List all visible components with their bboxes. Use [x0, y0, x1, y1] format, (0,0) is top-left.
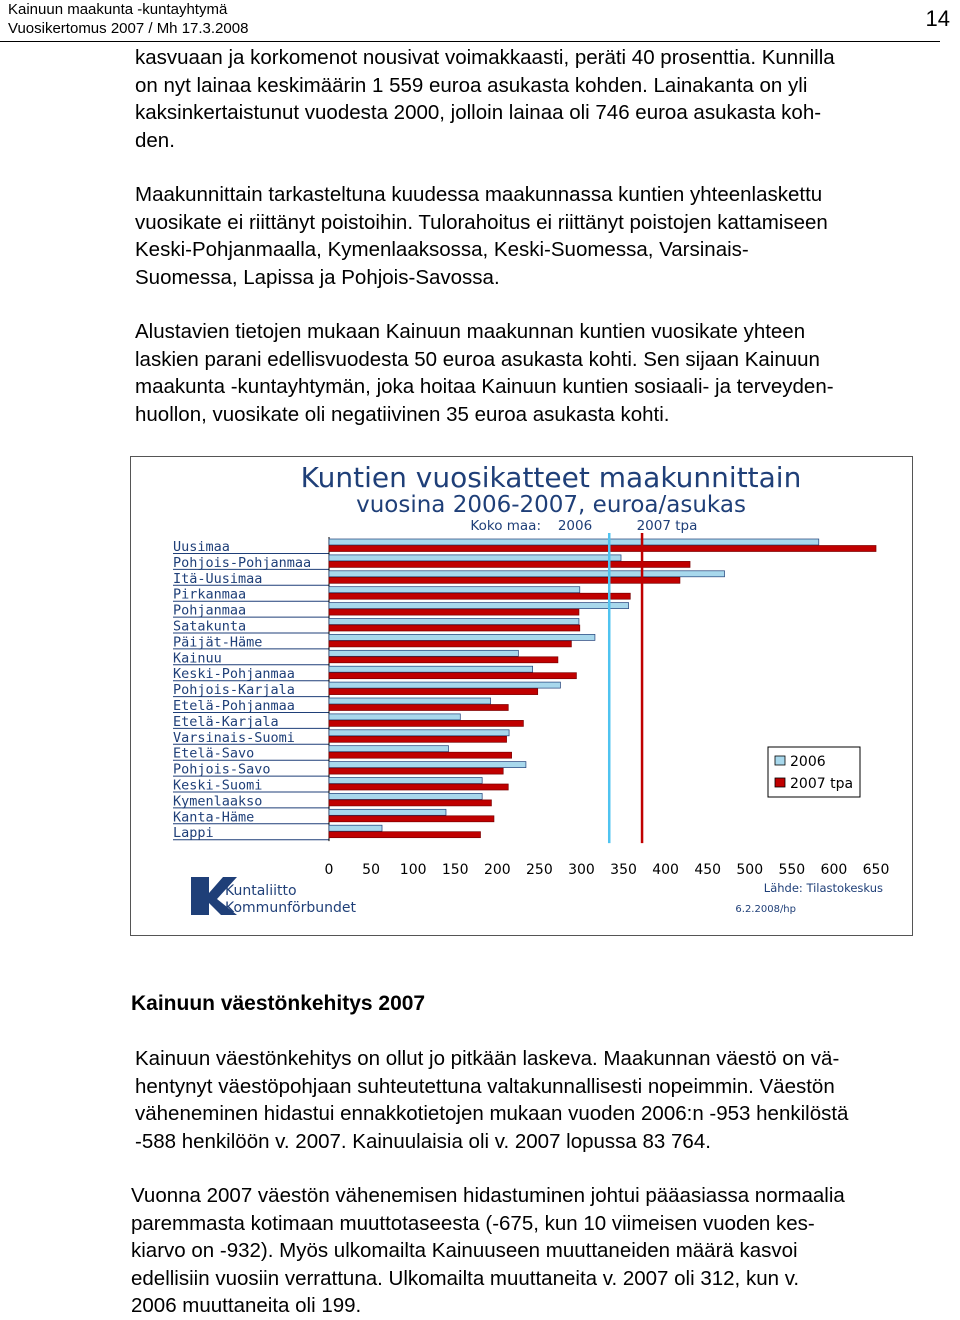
- x-tick-label: 350: [610, 862, 637, 878]
- category-label: Varsinais-Suomi: [173, 729, 295, 746]
- bar-2006: [329, 793, 482, 799]
- paragraph-regions: [135, 181, 925, 291]
- legend-swatch-2006: [775, 756, 785, 765]
- bar-2006: [329, 555, 621, 561]
- bar-2007: [329, 561, 690, 567]
- text-line: laskien parani edellisvuodesta 50 euroa asukasta kohti. Sen sijaan Kainuun: [135, 347, 820, 371]
- category-label: Pohjois-Karjala: [173, 682, 295, 699]
- category-label: Pohjois-Pohjanmaa: [173, 554, 312, 571]
- paragraph-loans: [135, 44, 925, 154]
- text-line: maakunta -kuntayhtymän, joka hoitaa Kainuun kuntien sosiaali- ja terveyden-: [135, 375, 834, 398]
- category-label: Pirkanmaa: [173, 586, 247, 603]
- bar-2006: [329, 666, 533, 672]
- text-line: hentynyt väestöpohjaan suhteutettuna valtakunnallisesti nopeimmin. Väestön: [135, 1074, 835, 1098]
- x-tick-label: 500: [736, 862, 764, 878]
- x-axis-ticks: [325, 862, 890, 878]
- legend-swatch-2007: [775, 778, 785, 787]
- kuntaliitto-logo: [191, 877, 356, 916]
- category-label: Itä-Uusimaa: [173, 570, 263, 587]
- bar-2006: [329, 714, 460, 720]
- x-tick-label: 300: [568, 862, 595, 878]
- bar-2006: [329, 571, 725, 577]
- text-line: -588 henkilöön v. 2007. Kainuulaisia oli v. 2007 lopussa 83 764.: [135, 1129, 711, 1153]
- bar-2007: [329, 816, 494, 822]
- paragraph-population: [135, 1045, 960, 1155]
- bar-2007: [329, 657, 558, 663]
- category-label: Kymenlaakso: [173, 793, 263, 810]
- x-tick-label: 600: [820, 862, 848, 878]
- page-number: 14: [925, 6, 950, 31]
- x-tick-label: 100: [399, 862, 427, 878]
- bar-2006: [329, 746, 448, 752]
- bar-2006: [329, 619, 579, 625]
- chart-subtitle: vuosina 2006-2007, euroa/asukas: [356, 492, 746, 518]
- bar-2006: [329, 698, 491, 704]
- text-line: kasvuaan ja korkomenot nousivat voimakkaasti, peräti 40 prosenttia. Kunnilla: [135, 46, 835, 69]
- x-tick-label: 450: [694, 862, 722, 878]
- bar-2007: [329, 641, 571, 647]
- document-header: [8, 0, 248, 38]
- bar-2007: [329, 784, 508, 790]
- bar-2006: [329, 730, 509, 736]
- category-label: Pohjanmaa: [173, 602, 247, 619]
- category-labels: [173, 539, 329, 841]
- bar-2007: [329, 625, 580, 631]
- paragraph-migration: [131, 1182, 960, 1320]
- category-label: Pohjois-Savo: [173, 761, 271, 778]
- bar-2007: [329, 609, 579, 615]
- bar-2007: [329, 673, 576, 679]
- bar-chart: [131, 457, 912, 935]
- bar-2007: [329, 736, 507, 742]
- reference-header: [470, 518, 697, 534]
- bar-2007: [329, 800, 491, 806]
- bar-2006: [329, 539, 819, 545]
- legend-label-2007: 2007 tpa: [790, 776, 854, 792]
- reference-label: Koko maa:: [470, 518, 541, 534]
- header-organization: Kainuun maakunta -kuntayhtymä: [8, 1, 228, 18]
- bar-2007: [329, 577, 680, 583]
- x-tick-label: 550: [778, 862, 806, 878]
- text-line: kaksinkertaistunut vuodesta 2000, jolloin lainaa oli 746 euroa asukasta koh-: [135, 101, 822, 124]
- x-tick-label: 200: [483, 862, 511, 878]
- bar-2007: [329, 720, 523, 726]
- x-tick-label: 650: [862, 862, 890, 878]
- text-line: väheneminen hidastui ennakkotietojen mukaan vuoden 2006:n -953 henkilöstä: [135, 1102, 849, 1125]
- text-line: kiarvo on -932). Myös ulkomailta Kainuuseen muuttaneiden määrä kasvoi: [131, 1239, 798, 1262]
- category-label: Uusimaa: [173, 539, 230, 555]
- text-line: on nyt lainaa keskimäärin 1 559 euroa asukasta kohden. Lainakanta on yli: [135, 73, 808, 97]
- text-line: den.: [135, 128, 175, 152]
- logo-name-sv: Kommunförbundet: [225, 900, 356, 916]
- legend: [768, 747, 860, 797]
- reference-label-2006: 2006: [557, 518, 593, 534]
- x-tick-label: 250: [526, 862, 553, 878]
- x-tick-label: 150: [441, 862, 469, 878]
- reference-label-2007: 2007 tpa: [636, 518, 698, 534]
- bar-2007: [329, 593, 630, 599]
- text-line: Keski-Pohjanmaalla, Kymenlaaksossa, Keski-Suomessa, Varsinais-: [135, 238, 749, 261]
- legend-label-2006: 2006: [790, 754, 826, 770]
- category-label: Keski-Pohjanmaa: [173, 666, 295, 683]
- category-label: Satakunta: [173, 618, 247, 635]
- text-line: paremmasta kotimaan muuttotaseesta (-675, kun 10 viimeisen vuoden kes-: [131, 1211, 815, 1235]
- category-label: Etelä-Karjala: [173, 713, 279, 730]
- section-heading: Kainuun väestönkehitys 2007: [131, 992, 426, 1015]
- category-label: Päijät-Häme: [173, 634, 263, 651]
- category-label: Kainuu: [173, 650, 222, 667]
- bar-2006: [329, 778, 482, 784]
- chart-title: Kuntien vuosikatteet maakunnittain: [300, 461, 802, 494]
- bar-2006: [329, 825, 382, 831]
- chart-source: Lähde: Tilastokeskus: [763, 881, 883, 895]
- text-line: Alustavien tietojen mukaan Kainuun maakunnan kuntien vuosikate yhteen: [135, 320, 806, 343]
- bar-2007: [329, 768, 503, 774]
- bar-2007: [329, 752, 512, 758]
- paragraph-kainuu: [135, 318, 925, 428]
- logo-name-fi: Kuntaliitto: [225, 883, 297, 899]
- header-report: Vuosikertomus 2007 / Mh 17.3.2008: [8, 20, 249, 37]
- category-label: Etelä-Pohjanmaa: [173, 698, 295, 714]
- x-tick-label: 400: [652, 862, 679, 878]
- text-line: Vuonna 2007 väestön vähenemisen hidastuminen johtui pääasiassa normaalia: [131, 1184, 845, 1207]
- bar-2006: [329, 682, 560, 688]
- text-line: huollon, vuosikate oli negatiivinen 35 euroa asukasta kohti.: [135, 402, 670, 426]
- text-line: Suomessa, Lapissa ja Pohjois-Savossa.: [135, 265, 500, 289]
- bar-2006: [329, 650, 518, 656]
- bar-2006: [329, 809, 446, 815]
- x-tick-label: 50: [362, 862, 380, 878]
- text-line: Maakunnittain tarkasteltuna kuudessa maakunnassa kuntien yhteenlaskettu: [135, 183, 823, 206]
- bar-2007: [329, 832, 480, 838]
- category-label: Lappi: [173, 825, 214, 842]
- bar-2006: [329, 762, 526, 768]
- category-label: Keski-Suomi: [173, 777, 263, 794]
- bar-2007: [329, 705, 508, 711]
- bar-2007: [329, 546, 876, 552]
- bar-2006: [329, 587, 580, 593]
- chart-container: [130, 456, 913, 936]
- bar-2006: [329, 634, 595, 640]
- category-label: Kanta-Häme: [173, 809, 255, 826]
- bar-2007: [329, 689, 538, 695]
- text-line: 2006 muuttaneita oli 199.: [131, 1294, 362, 1317]
- text-line: edellisiin vuosiin verrattuna. Ulkomailta muuttaneita v. 2007 oli 312, kun v.: [131, 1266, 800, 1290]
- x-tick-label: 0: [324, 862, 334, 878]
- text-line: vuosikate ei riittänyt poistoihin. Tulorahoitus ei riittänyt poistojen kattamiseen: [135, 210, 828, 234]
- header-rule: [0, 41, 940, 42]
- category-label: Etelä-Savo: [173, 745, 255, 762]
- chart-date: 6.2.2008/hp: [735, 904, 796, 915]
- text-line: Kainuun väestönkehitys on ollut jo pitkään laskeva. Maakunnan väestö on vä-: [135, 1047, 840, 1070]
- bar-2006: [329, 603, 629, 609]
